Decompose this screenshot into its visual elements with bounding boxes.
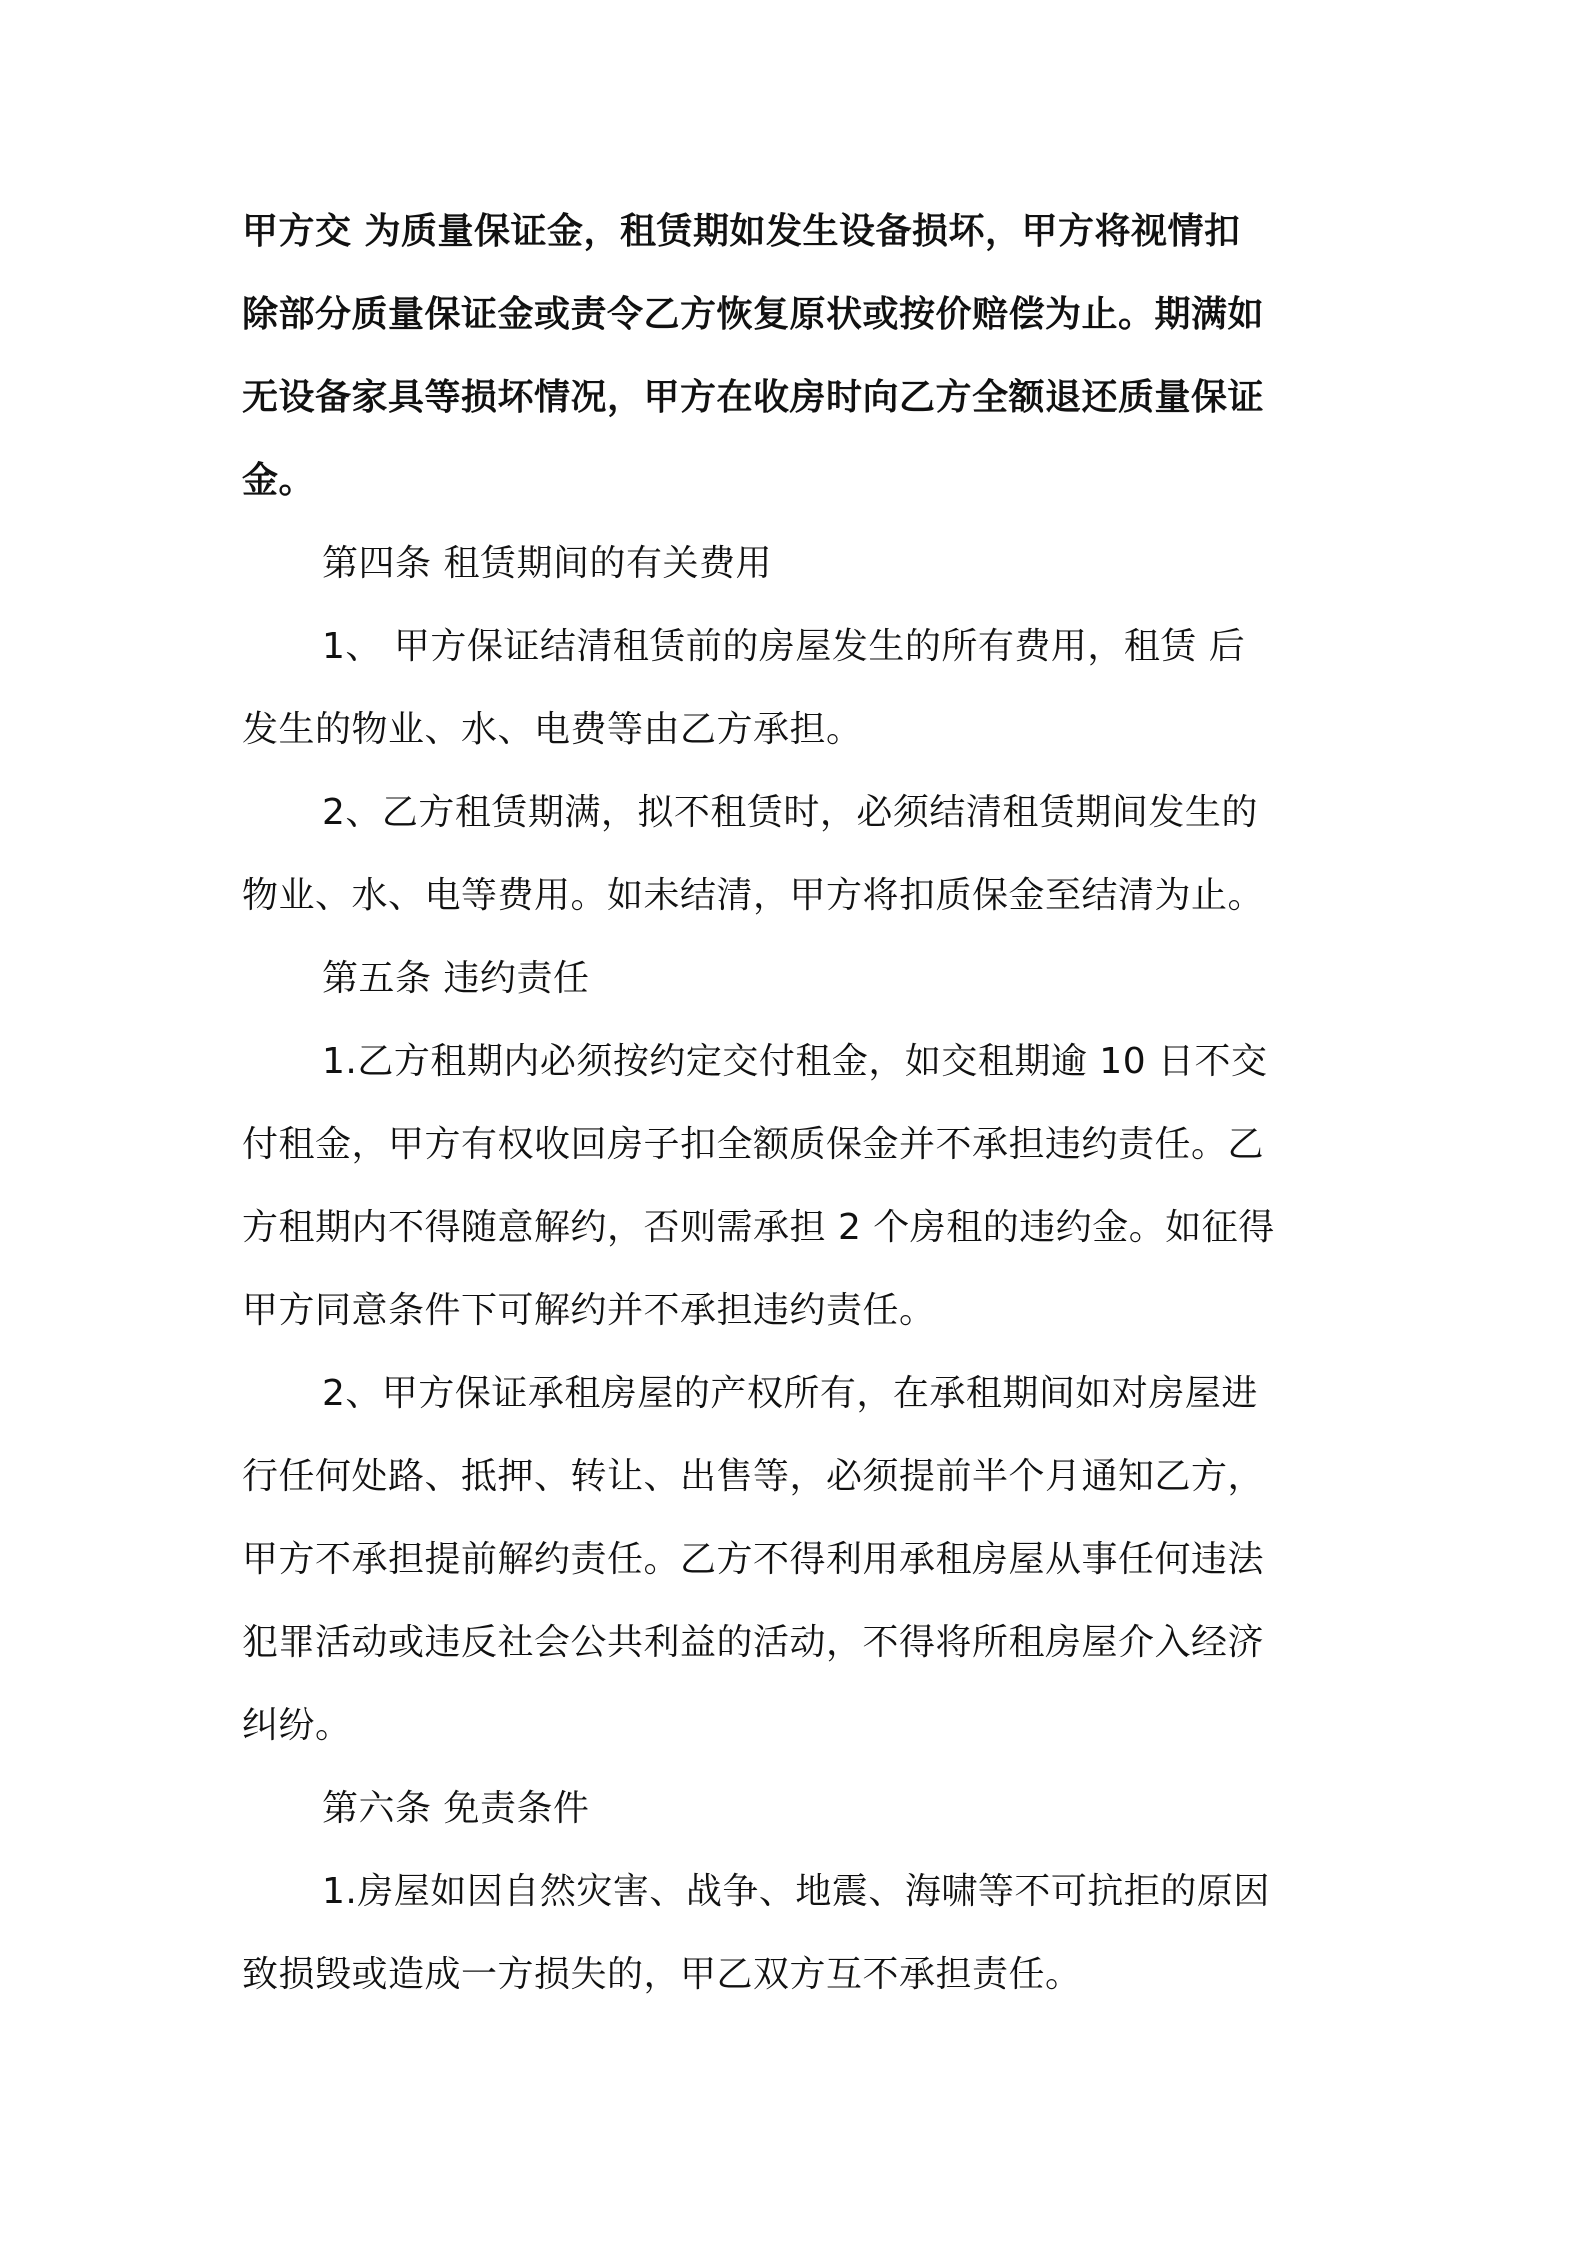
section-heading-article-6: 第六条 免责条件 (322, 1788, 590, 1829)
paragraph-line: 无设备家具等损坏情况，甲方在收房时向乙方全额退还质量保证 (242, 377, 1265, 418)
paragraph-line: 行任何处路、抵押、转让、出售等，必须提前半个月通知乙方， (242, 1456, 1265, 1497)
paragraph-line: 纠纷。 (242, 1705, 352, 1746)
document-body (242, 190, 1352, 2016)
paragraph-line: 除部分质量保证金或责令乙方恢复原状或按价赔偿为止。期满如 (242, 294, 1265, 335)
paragraph-line: 致损毁或造成一方损失的，甲乙双方互不承担责任。 (242, 1954, 1082, 1995)
paragraph-line: 发生的物业、水、电费等由乙方承担。 (242, 709, 863, 750)
paragraph-line: 1.乙方租期内必须按约定交付租金，如交租期逾 10 日不交 (322, 1041, 1268, 1082)
paragraph-line: 金。 (242, 460, 316, 501)
paragraph-line: 2、甲方保证承租房屋的产权所有，在承租期间如对房屋进 (322, 1373, 1258, 1414)
paragraph-line: 付租金，甲方有权收回房子扣全额质保金并不承担违约责任。乙 (242, 1124, 1265, 1165)
paragraph-line: 1.房屋如因自然灾害、战争、地震、海啸等不可抗拒的原因 (322, 1871, 1270, 1912)
paragraph-line: 1、 甲方保证结清租赁前的房屋发生的所有费用，租赁 后 (322, 626, 1246, 667)
paragraph-line: 甲方交 为质量保证金，租赁期如发生设备损坏，甲方将视情扣 (242, 211, 1241, 252)
paragraph-line: 犯罪活动或违反社会公共利益的活动，不得将所租房屋介入经济 (242, 1622, 1265, 1663)
paragraph-line: 2、乙方租赁期满，拟不租赁时，必须结清租赁期间发生的 (322, 792, 1258, 833)
section-heading-article-4: 第四条 租赁期间的有关费用 (322, 543, 772, 584)
paragraph-line: 物业、水、电等费用。如未结清，甲方将扣质保金至结清为止。 (242, 875, 1265, 916)
paragraph-line: 甲方同意条件下可解约并不承担违约责任。 (242, 1290, 936, 1331)
section-heading-article-5: 第五条 违约责任 (322, 958, 590, 999)
paragraph-line: 方租期内不得随意解约，否则需承担 2 个房租的违约金。如征得 (242, 1207, 1275, 1248)
paragraph-line: 甲方不承担提前解约责任。乙方不得利用承租房屋从事任何违法 (242, 1539, 1265, 1580)
